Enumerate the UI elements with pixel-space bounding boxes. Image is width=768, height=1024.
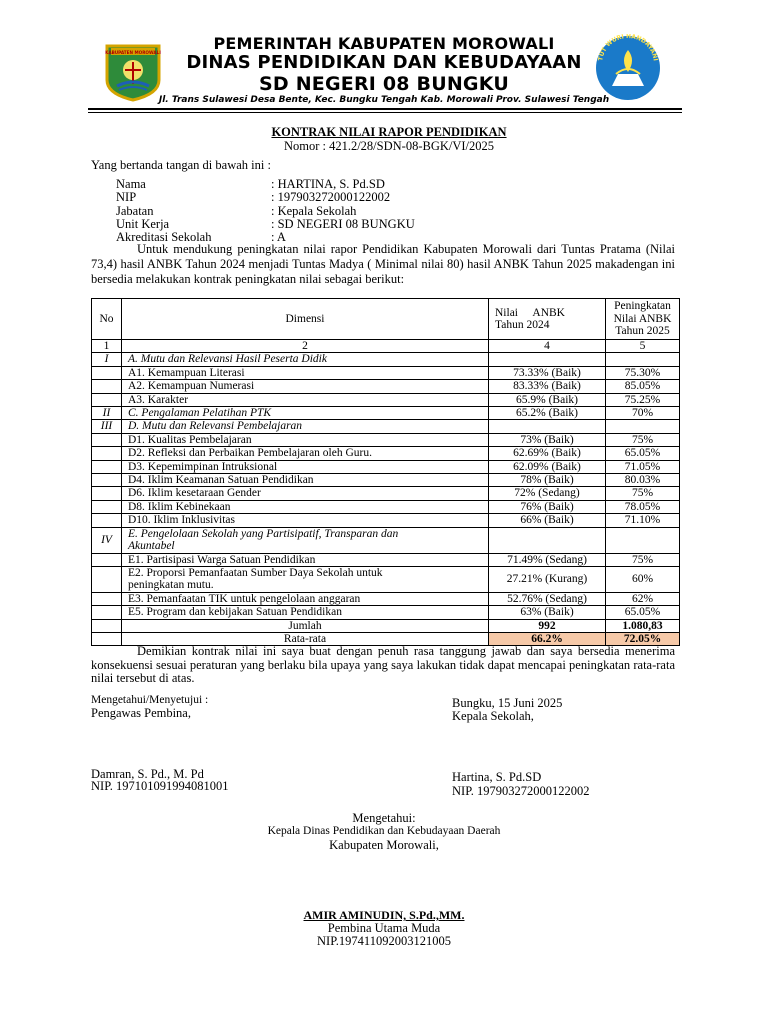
target-2025: [606, 527, 680, 553]
target-2025: 80.03%: [606, 474, 680, 487]
contract-table: [91, 298, 680, 646]
score-2024: 83.33% (Baik): [489, 380, 606, 393]
indicator-label: E2. Proporsi Pemanfaatan Sumber Daya Sekolah untuk peningkatan mutu.: [122, 566, 489, 592]
identity-key: NIP: [116, 190, 137, 205]
identity-key: Nama: [116, 177, 146, 191]
supervisor-name: Damran, S. Pd., M. Pd: [91, 767, 204, 781]
row-number: [92, 514, 122, 527]
row-number: III: [92, 420, 122, 433]
identity-key: Unit Kerja: [116, 216, 170, 231]
indicator-label: A1. Kemampuan Literasi: [122, 366, 489, 379]
header-peningkatan-2025: Peningkatan Nilai ANBK Tahun 2025: [606, 299, 680, 340]
average-2025: 72.05%: [606, 632, 680, 645]
score-2024: 27.21% (Kurang): [489, 566, 606, 592]
row-number: IV: [92, 527, 122, 553]
identity-row: [116, 178, 415, 191]
indicator-label: E1. Partisipasi Warga Satuan Pendidikan: [122, 553, 489, 566]
row-number: II: [92, 407, 122, 420]
table-row: [92, 407, 680, 420]
row-number: [92, 474, 122, 487]
total-label: Jumlah: [122, 619, 489, 632]
table-row: [92, 353, 680, 366]
indicator-label: D3. Kepemimpinan Intruksional: [122, 460, 489, 473]
principal-name: Hartina, S. Pd.SD: [452, 770, 542, 784]
column-number: 1: [92, 340, 122, 353]
empty-cell: [92, 619, 122, 632]
column-number: 4: [489, 340, 606, 353]
indicator-label: D1. Kualitas Pembelajaran: [122, 433, 489, 446]
identity-key: Jabatan: [116, 203, 154, 218]
identity-row: [116, 205, 415, 218]
table-row: [92, 592, 680, 605]
target-2025: 60%: [606, 566, 680, 592]
row-number: [92, 460, 122, 473]
row-number: [92, 487, 122, 500]
table-row: [92, 420, 680, 433]
svg-text:TUT WURI HANDAYANI: TUT WURI HANDAYANI: [597, 34, 659, 62]
section-label: A. Mutu dan Relevansi Hasil Peserta Didik: [122, 353, 489, 366]
indicator-label: E3. Pemanfaatan TIK untuk pengelolaan anggaran: [122, 592, 489, 605]
intro-text: Yang bertanda tangan di bawah ini :: [91, 158, 271, 172]
header-dimensi: Dimensi: [122, 299, 489, 340]
closing-paragraph: Demikian kontrak nilai ini saya buat dengan penuh rasa tanggung jawab dan saya bersedia menerima konsekuensi sesuai peraturan yang berlaku bila upaya yang saya lakukan tidak dapat mencapai peningkatan rata-rata nilai tersebut di atas.: [91, 644, 675, 685]
target-2025: 70%: [606, 407, 680, 420]
table-row: [92, 474, 680, 487]
supervisor-acknowledge-label: Mengetahui/Menyetujui :: [91, 694, 209, 706]
kop-divider-thin: [88, 112, 682, 113]
section-label: E. Pengelolaan Sekolah yang Partisipatif, Transparan dan Akuntabel: [122, 527, 489, 553]
supervisor-nip: NIP. 197101091994081001: [91, 779, 229, 793]
head-name: AMIR AMINUDIN, S.Pd.,MM.: [303, 908, 465, 922]
table-row: [92, 553, 680, 566]
table-row: [92, 447, 680, 460]
total-2024: 992: [489, 619, 606, 632]
supervisor-title: Pengawas Pembina,: [91, 706, 191, 720]
identity-block: [116, 178, 415, 244]
identity-value: : SD NEGERI 08 BUNGKU: [271, 216, 415, 231]
target-2025: 71.10%: [606, 514, 680, 527]
place-date: Bungku, 15 Juni 2025: [452, 696, 563, 710]
principal-title: Kepala Sekolah,: [452, 709, 534, 723]
row-number: [92, 592, 122, 605]
target-2025: 71.05%: [606, 460, 680, 473]
target-2025: 75.25%: [606, 393, 680, 406]
score-2024: [489, 420, 606, 433]
principal-nip: NIP. 197903272000122002: [452, 784, 590, 798]
target-2025: 62%: [606, 592, 680, 605]
score-2024: 78% (Baik): [489, 474, 606, 487]
indicator-label: E5. Program dan kebijakan Satuan Pendidikan: [122, 606, 489, 619]
table-row: [92, 433, 680, 446]
identity-row: [116, 218, 415, 231]
table-row: [92, 527, 680, 553]
score-2024: [489, 353, 606, 366]
indicator-label: D6. Iklim kesetaraan Gender: [122, 487, 489, 500]
target-2025: 75%: [606, 553, 680, 566]
total-row: [92, 619, 680, 632]
average-2024: 66.2%: [489, 632, 606, 645]
target-2025: 78.05%: [606, 500, 680, 513]
table-row: [92, 366, 680, 379]
score-2024: 71.49% (Sedang): [489, 553, 606, 566]
row-number: [92, 393, 122, 406]
indicator-label: D4. Iklim Keamanan Satuan Pendidikan: [122, 474, 489, 487]
indicator-label: A3. Karakter: [122, 393, 489, 406]
kop-agency-name: DINAS PENDIDIKAN DAN KEBUDAYAAN: [186, 52, 582, 73]
table-row: [92, 380, 680, 393]
target-2025: 85.05%: [606, 380, 680, 393]
head-nip: NIP.197411092003121005: [317, 934, 451, 948]
row-number: [92, 447, 122, 460]
table-header-row: [92, 299, 680, 340]
kop-divider-thick: [88, 108, 682, 110]
indicator-label: D2. Refleksi dan Perbaikan Pembelajaran oleh Guru.: [122, 447, 489, 460]
document-title: KONTRAK NILAI RAPOR PENDIDIKAN: [271, 125, 507, 139]
score-2024: 76% (Baik): [489, 500, 606, 513]
score-2024: 73% (Baik): [489, 433, 606, 446]
identity-row: [116, 191, 415, 204]
row-number: I: [92, 353, 122, 366]
score-2024: 65.9% (Baik): [489, 393, 606, 406]
commitment-paragraph: Untuk mendukung peningkatan nilai rapor Pendidikan Kabupaten Morowali dari Tuntas Pratama (Nilai 73,4) hasil ANBK Tahun 2024 menjadi Tuntas Madya ( Minimal nilai 80) hasil ANBK Tahun 2025 makadengan ini bersedia melakukan kontrak peningkatan nilai sebagai berikut:: [91, 242, 675, 286]
score-2024: 62.69% (Baik): [489, 447, 606, 460]
kop-government-name: PEMERINTAH KABUPATEN MOROWALI: [213, 34, 555, 53]
total-2025: 1.080,83: [606, 619, 680, 632]
table-row: [92, 500, 680, 513]
target-2025: [606, 420, 680, 433]
target-2025: 65.05%: [606, 447, 680, 460]
score-2024: [489, 527, 606, 553]
column-number: 2: [122, 340, 489, 353]
target-2025: 75%: [606, 433, 680, 446]
identity-key: Akreditasi Sekolah: [116, 230, 212, 245]
score-2024: 72% (Sedang): [489, 487, 606, 500]
section-label: C. Pengalaman Pelatihan PTK: [122, 407, 489, 420]
identity-value: : A: [271, 230, 286, 245]
target-2025: [606, 353, 680, 366]
score-2024: 63% (Baik): [489, 606, 606, 619]
row-number: [92, 366, 122, 379]
empty-cell: [92, 632, 122, 645]
header-no: No: [92, 299, 122, 340]
score-2024: 62.09% (Baik): [489, 460, 606, 473]
column-number: 5: [606, 340, 680, 353]
score-2024: 73.33% (Baik): [489, 366, 606, 379]
head-office-region: Kabupaten Morowali,: [329, 838, 439, 852]
indicator-label: A2. Kemampuan Numerasi: [122, 380, 489, 393]
score-2024: 66% (Baik): [489, 514, 606, 527]
average-label: Rata-rata: [122, 632, 489, 645]
column-number-row: [92, 340, 680, 353]
row-number: [92, 433, 122, 446]
row-number: [92, 500, 122, 513]
head-rank: Pembina Utama Muda: [327, 921, 441, 935]
document-number: Nomor : 421.2/28/SDN-08-BGK/VI/2025: [283, 139, 495, 153]
row-number: [92, 380, 122, 393]
table-row: [92, 606, 680, 619]
indicator-label: D8. Iklim Kebinekaan: [122, 500, 489, 513]
section-label: D. Mutu dan Relevansi Pembelajaran: [122, 420, 489, 433]
table-row: [92, 460, 680, 473]
row-number: [92, 566, 122, 592]
header-nilai-2024: Nilai ANBK Tahun 2024: [489, 299, 606, 340]
head-office-title: Kepala Dinas Pendidikan dan Kebudayaan Daerah: [267, 825, 501, 837]
table-row: [92, 514, 680, 527]
svg-text:KABUPATEN MOROWALI: KABUPATEN MOROWALI: [105, 50, 161, 55]
identity-value: : Kepala Sekolah: [271, 203, 357, 218]
target-2025: 65.05%: [606, 606, 680, 619]
target-2025: 75.30%: [606, 366, 680, 379]
table-row: [92, 566, 680, 592]
score-2024: 65.2% (Baik): [489, 407, 606, 420]
identity-value: : HARTINA, S. Pd.SD: [271, 177, 385, 191]
table-row: [92, 487, 680, 500]
head-acknowledge-label: Mengetahui:: [352, 811, 416, 825]
row-number: [92, 606, 122, 619]
row-number: [92, 553, 122, 566]
score-2024: 52.76% (Sedang): [489, 592, 606, 605]
indicator-label: D10. Iklim Inklusivitas: [122, 514, 489, 527]
table-row: [92, 393, 680, 406]
kop-address: Jl. Trans Sulawesi Desa Bente, Kec. Bungku Tengah Kab. Morowali Prov. Sulawesi Tengah: [158, 95, 610, 105]
kop-school-name: SD NEGERI 08 BUNGKU: [259, 73, 509, 95]
identity-value: : 197903272000122002: [271, 190, 391, 205]
target-2025: 75%: [606, 487, 680, 500]
